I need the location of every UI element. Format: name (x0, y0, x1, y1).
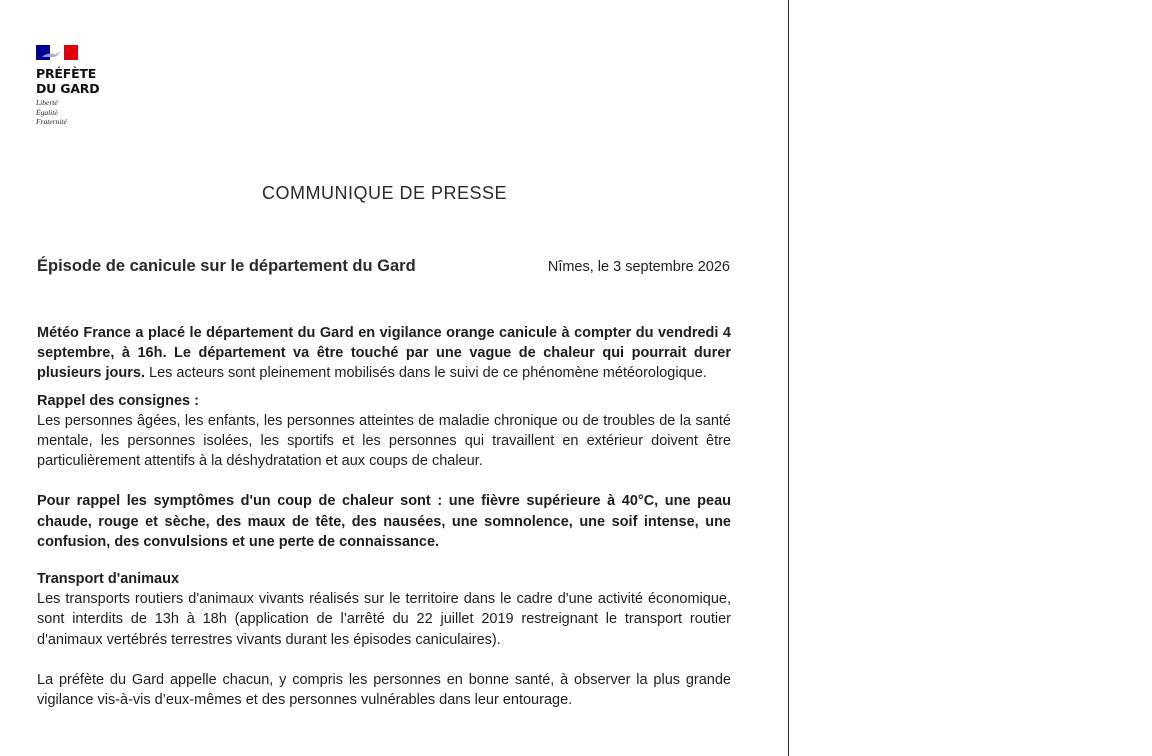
motto-fraternite: Fraternité (36, 117, 67, 126)
logo-text-line-2: DU GARD (36, 81, 100, 96)
closing-paragraph: La préfète du Gard appelle chacun, y compris les personnes en bonne santé, à observer la plus grande vigilance vis-à-vis d’eux-mêmes et des personnes vulnérables dans leur entourage. (37, 671, 731, 709)
transport-heading: Transport d'animaux (37, 571, 180, 588)
press-release-title: COMMUNIQUE DE PRESSE (261, 183, 508, 203)
press-release-date: Nîmes, le 3 septembre 2026 (547, 259, 730, 275)
motto-egalite: Égalité (36, 107, 58, 117)
intro-bold-text: Météo France a placé le département du Gard en vigilance orange canicule à compter du vendredi 4 septembre, à 16h. Le département va être touché par une vague de chaleur qui pourrait durer plusieurs jours. (37, 325, 731, 382)
logo-text-line-1: PRÉFÈTE (36, 66, 97, 81)
transport-paragraph: Les transports routiers d'animaux vivants réalisés sur le territoire dans le cadre d'une activité économique, sont interdits de 13h à 18h (application de l’arrêté du 22 juillet 2019 restreignant le transport routier d'animaux vertébrés terrestres vivants durant les épisodes caniculaires). (37, 591, 731, 648)
empty-canvas-area (790, 0, 1152, 756)
marianne-flag-icon (36, 45, 78, 60)
intro-paragraph (37, 323, 731, 384)
press-release-subject: Épisode de canicule sur le département du Gard (37, 257, 416, 275)
prefecture-logo (36, 45, 126, 127)
motto-liberte: Liberté (36, 98, 58, 107)
symptoms-paragraph: Pour rappel les symptômes d'un coup de chaleur sont : une fièvre supérieure à 40°C, une peau chaude, rouge et sèche, des maux de tête, des nausées, une somnolence, une soif intense, une confusion, des convulsions et une perte de connaissance. (37, 493, 731, 550)
press-release-body (37, 323, 731, 710)
intro-regular-text: Les acteurs sont pleinement mobilisés dans le suivi de ce phénomène météorologique. (144, 365, 707, 382)
rappel-heading: Rappel des consignes : (37, 392, 199, 409)
rappel-paragraph: Les personnes âgées, les enfants, les personnes atteintes de maladie chronique ou de troubles de la santé mentale, les personnes isolées, les sportifs et les personnes qui travaillent en extérieur doivent être particulièrement attentifs à la déshydratation et aux coups de chaleur. (37, 412, 731, 470)
